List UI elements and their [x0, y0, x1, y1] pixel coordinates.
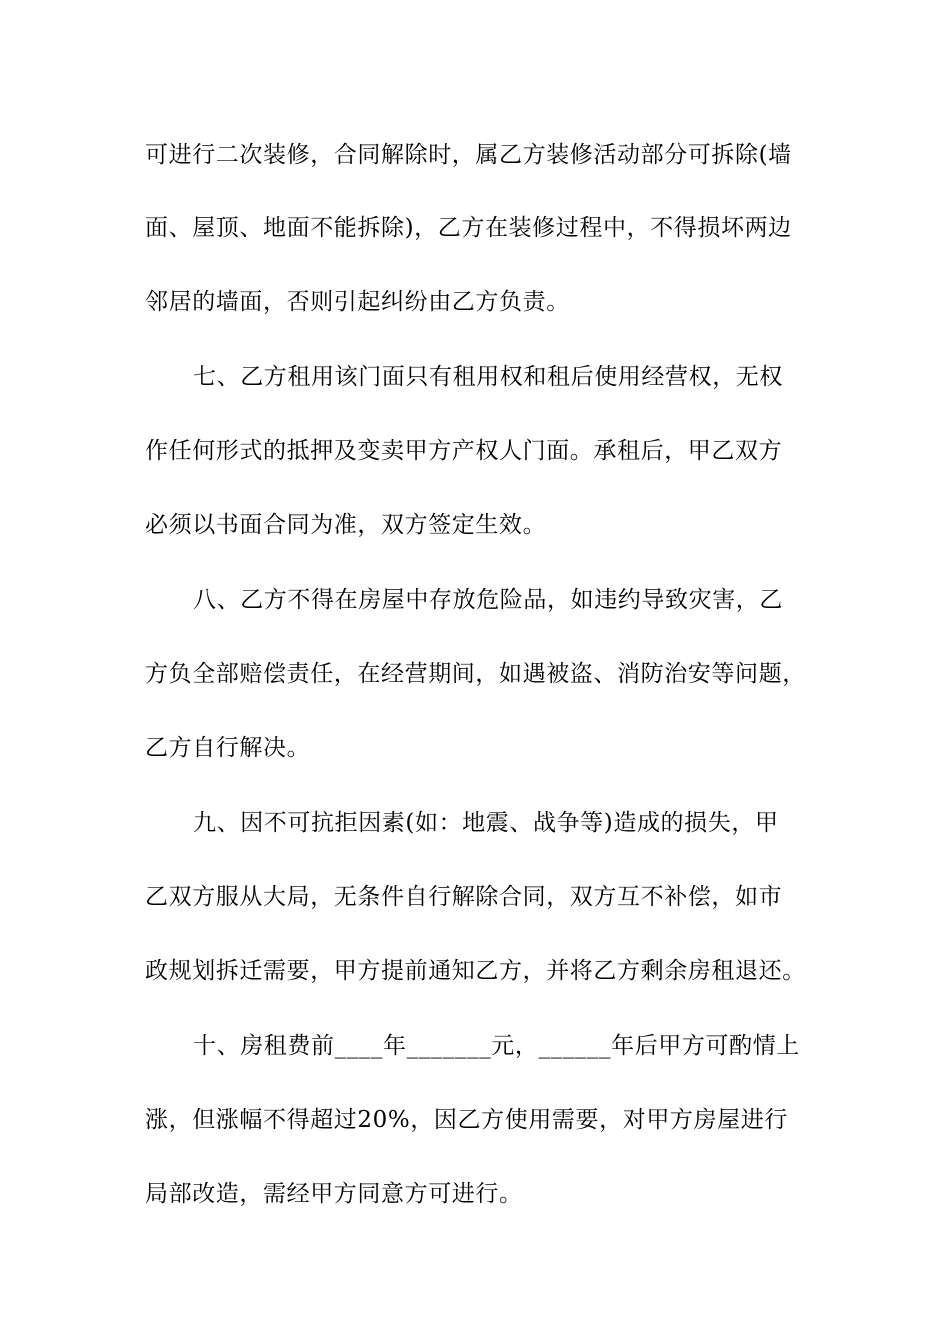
paragraph-1-line-2: 面、屋顶、地面不能拆除)，乙方在装修过程中，不得损坏两边 [145, 215, 792, 241]
paragraph-5-line-1: 十、房租费前____年_______元，______年后甲方可酌情上 [193, 1033, 800, 1059]
paragraph-2-line-1: 七、乙方租用该门面只有租用权和租后使用经营权，无权 [193, 364, 783, 390]
paragraph-4-line-3: 政规划拆迁需要，甲方提前通知乙方，并将乙方剩余房租退还。 [145, 958, 806, 984]
paragraph-1-line-3: 邻居的墙面，否则引起纠纷由乙方负责。 [145, 289, 570, 315]
paragraph-2-line-3: 必须以书面合同为准，双方签定生效。 [145, 512, 547, 538]
paragraph-5-line-3: 局部改造，需经甲方同意方可进行。 [145, 1181, 523, 1207]
paragraph-3-line-3: 乙方自行解决。 [145, 735, 311, 761]
paragraph-4-line-2: 乙双方服从大局，无条件自行解除合同，双方互不补偿，如市 [145, 884, 783, 910]
paragraph-3-line-1: 八、乙方不得在房屋中存放危险品，如违约导致灾害，乙 [193, 587, 783, 613]
paragraph-1-line-1: 可进行二次装修，合同解除时，属乙方装修活动部分可拆除(墙 [145, 142, 792, 168]
paragraph-3-line-2: 方负全部赔偿责任，在经营期间，如遇被盗、消防治安等问题， [145, 661, 806, 687]
paragraph-2-line-2: 作任何形式的抵押及变卖甲方产权人门面。承租后，甲乙双方 [145, 438, 783, 464]
paragraph-5-line-2: 涨，但涨幅不得超过20%，因乙方使用需要，对甲方房屋进行 [145, 1107, 788, 1133]
paragraph-4-line-1: 九、因不可抗拒因素(如：地震、战争等)造成的损失，甲 [193, 810, 779, 836]
